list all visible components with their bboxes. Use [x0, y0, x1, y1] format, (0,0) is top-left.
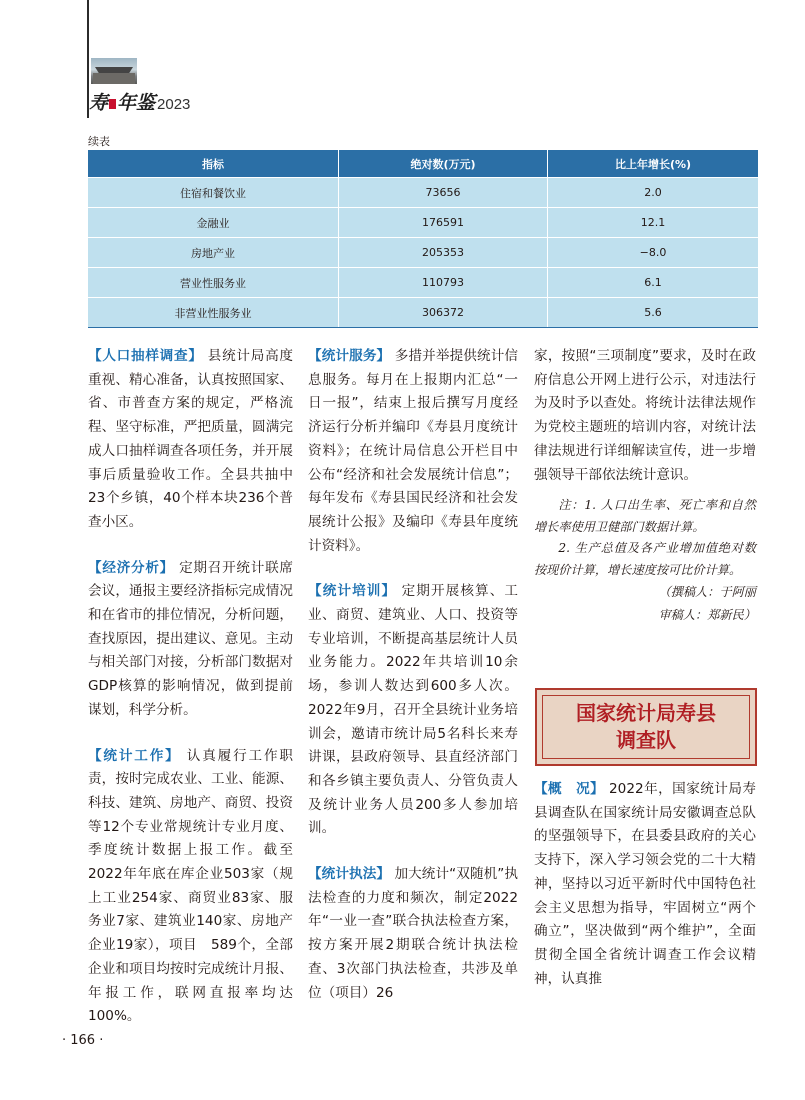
paragraph-overview — [534, 778, 756, 991]
table-cell: 73656 — [339, 178, 548, 208]
yearbook-logo: 寿 年鉴 — [89, 92, 156, 114]
table-cell: 非营业性服务业 — [88, 298, 339, 328]
table-cell: 金融业 — [88, 208, 339, 238]
footnote-1: 注：1. 人口出生率、死亡率和自然增长率使用卫健部门数据计算。 — [534, 498, 756, 534]
section-heading-title — [576, 700, 716, 754]
paragraph-text: 定期开展核算、工业、商贸、建筑业、人口、投资等专业培训，不断提高基层统计人员业务能力。2022年共培训10余场，参训人数达到600多人次。2022年9月，召开全县统计业务培训会，邀请市统计局5名科长来寿讲课，县政府领导、县直经济部门和各乡镇主要负责人、分管负责人及统计业务人员200多人参加培训。 — [308, 583, 519, 837]
paragraph-statistics-service — [308, 345, 518, 558]
table-header-cell: 比上年增长(%) — [548, 150, 759, 178]
paragraph-statistics-training — [308, 580, 518, 841]
credit-reviewer: 审稿人：郑新民） — [658, 608, 756, 623]
table-cell: 176591 — [339, 208, 548, 238]
paragraph-statistics-work — [88, 745, 293, 1029]
table-cell: 6.1 — [548, 268, 759, 298]
table-header-row — [88, 150, 758, 178]
paragraph-economic-analysis — [88, 557, 293, 723]
paragraph-text: 定期召开统计联席会议，通报主要经济指标完成情况和在省市的排位情况，分析问题，查找原因，提出建议、意见。主动与相关部门对接，分析部门数据对GDP核算的影响情况，做到提前谋划，科学分析。 — [88, 559, 294, 718]
table-cell: 205353 — [339, 238, 548, 268]
table-row — [88, 208, 758, 238]
statistics-table — [88, 150, 758, 328]
table-caption: 续表 — [88, 135, 110, 148]
section-tag: 【统计执法】 — [308, 866, 391, 883]
paragraph-statistics-enforcement — [308, 863, 518, 1005]
table-cell: 5.6 — [548, 298, 759, 328]
table-cell: 12.1 — [548, 208, 759, 238]
section-heading-line-1: 国家统计局寿县 — [576, 701, 716, 725]
table-cell: 306372 — [339, 298, 548, 328]
credit-writer: （撰稿人：于阿丽 — [658, 585, 756, 600]
text-column-1 — [88, 345, 293, 1051]
section-tag: 【统计工作】 — [88, 747, 181, 764]
section-tag: 【统计培训】 — [308, 583, 397, 600]
yearbook-year: 2023 — [157, 96, 191, 113]
table-cell: 房地产业 — [88, 238, 339, 268]
text-column-2 — [308, 345, 518, 1027]
table-row — [88, 178, 758, 208]
table-cell: 住宿和餐饮业 — [88, 178, 339, 208]
paragraph-text: 县统计局高度重视、精心准备，认真按照国家、省、市普查方案的规定，严格流程、坚守标准，严把质量，圆满完成人口抽样调查各项任务，并开展事后质量验收工作。全县共抽中23个乡镇，40个样本块236个普查小区。 — [88, 348, 293, 530]
footnote-2: 2. 生产总值及各产业增加值绝对数按现价计算，增长速度按可比价计算。 — [534, 541, 756, 577]
page-number: · 166 · — [62, 1033, 104, 1048]
yearbook-header — [89, 88, 190, 115]
table-header-cell: 绝对数(万元) — [339, 150, 548, 178]
table-row — [88, 268, 758, 298]
footnotes — [534, 495, 756, 581]
section-heading-box — [535, 688, 757, 766]
table-row — [88, 238, 758, 268]
section-tag: 【经济分析】 — [88, 559, 175, 576]
section-tag: 【统计服务】 — [308, 348, 391, 364]
header-photo-image — [91, 58, 137, 84]
paragraph-text: 多措并举提供统计信息服务。每月在上报期内汇总“一日一报”，结束上报后撰写月度经济运行分析并编印《寿县月度统计资料》；在统计局信息公开栏目中公布“经济和社会发展统计信息”；每年发布《寿县国民经济和社会发展统计公报》及编印《寿县年度统计资料》。 — [308, 348, 519, 554]
section-tag: 【人口抽样调查】 — [88, 348, 203, 364]
paragraph-text: 认真履行工作职责，按时完成农业、工业、能源、科技、建筑、房地产、商贸、投资等12个专业常规统计专业月度、季度统计数据上报工作。截至2022年年底在库企业503家（规上工业254家、商贸业83家、服务业7家、建筑业140家、房地产企业19家），项目 589个，全部企业和项目均按时完成统计月报、年报工作，联网直报率均达100%。 — [88, 747, 294, 1025]
table-cell: −8.0 — [548, 238, 759, 268]
paragraph-text: 2022年，国家统计局寿县调查队在国家统计局安徽调查总队的坚强领导下，在县委县政府的关心支持下，深入学习领会党的二十大精神，坚持以习近平新时代中国特色社会主义思想为指导，牢固树立“两个确立”，坚决做到“两个维护”，全面贯彻全国全省统计调查工作会议精神，认真推 — [534, 781, 756, 987]
section-heading-inner — [542, 695, 750, 759]
text-column-3-lower — [534, 778, 756, 1013]
table-header-cell: 指标 — [88, 150, 339, 178]
section-heading-line-2: 调查队 — [616, 728, 676, 752]
text-column-3 — [534, 345, 756, 627]
section-tag: 【概 况】 — [534, 781, 605, 797]
table-cell: 营业性服务业 — [88, 268, 339, 298]
paragraph-text: 加大统计“双随机”执法检查的力度和频次，制定2022年“一业一查”联合执法检查方案，按方案开展2期联合统计执法检查、3次部门执法检查，共涉及单位（项目）26 — [308, 866, 518, 1001]
paragraph-population-survey — [88, 345, 293, 535]
table-row — [88, 298, 758, 328]
paragraph-continued: 家，按照“三项制度”要求，及时在政府信息公开网上进行公示，对违法行为及时予以查处。将统计法律法规作为党校主题班的培训内容，对统计法律法规进行详细解读宣传，进一步增强领导干部依法统计意识。 — [534, 348, 756, 483]
table-cell: 110793 — [339, 268, 548, 298]
table-cell: 2.0 — [548, 178, 759, 208]
